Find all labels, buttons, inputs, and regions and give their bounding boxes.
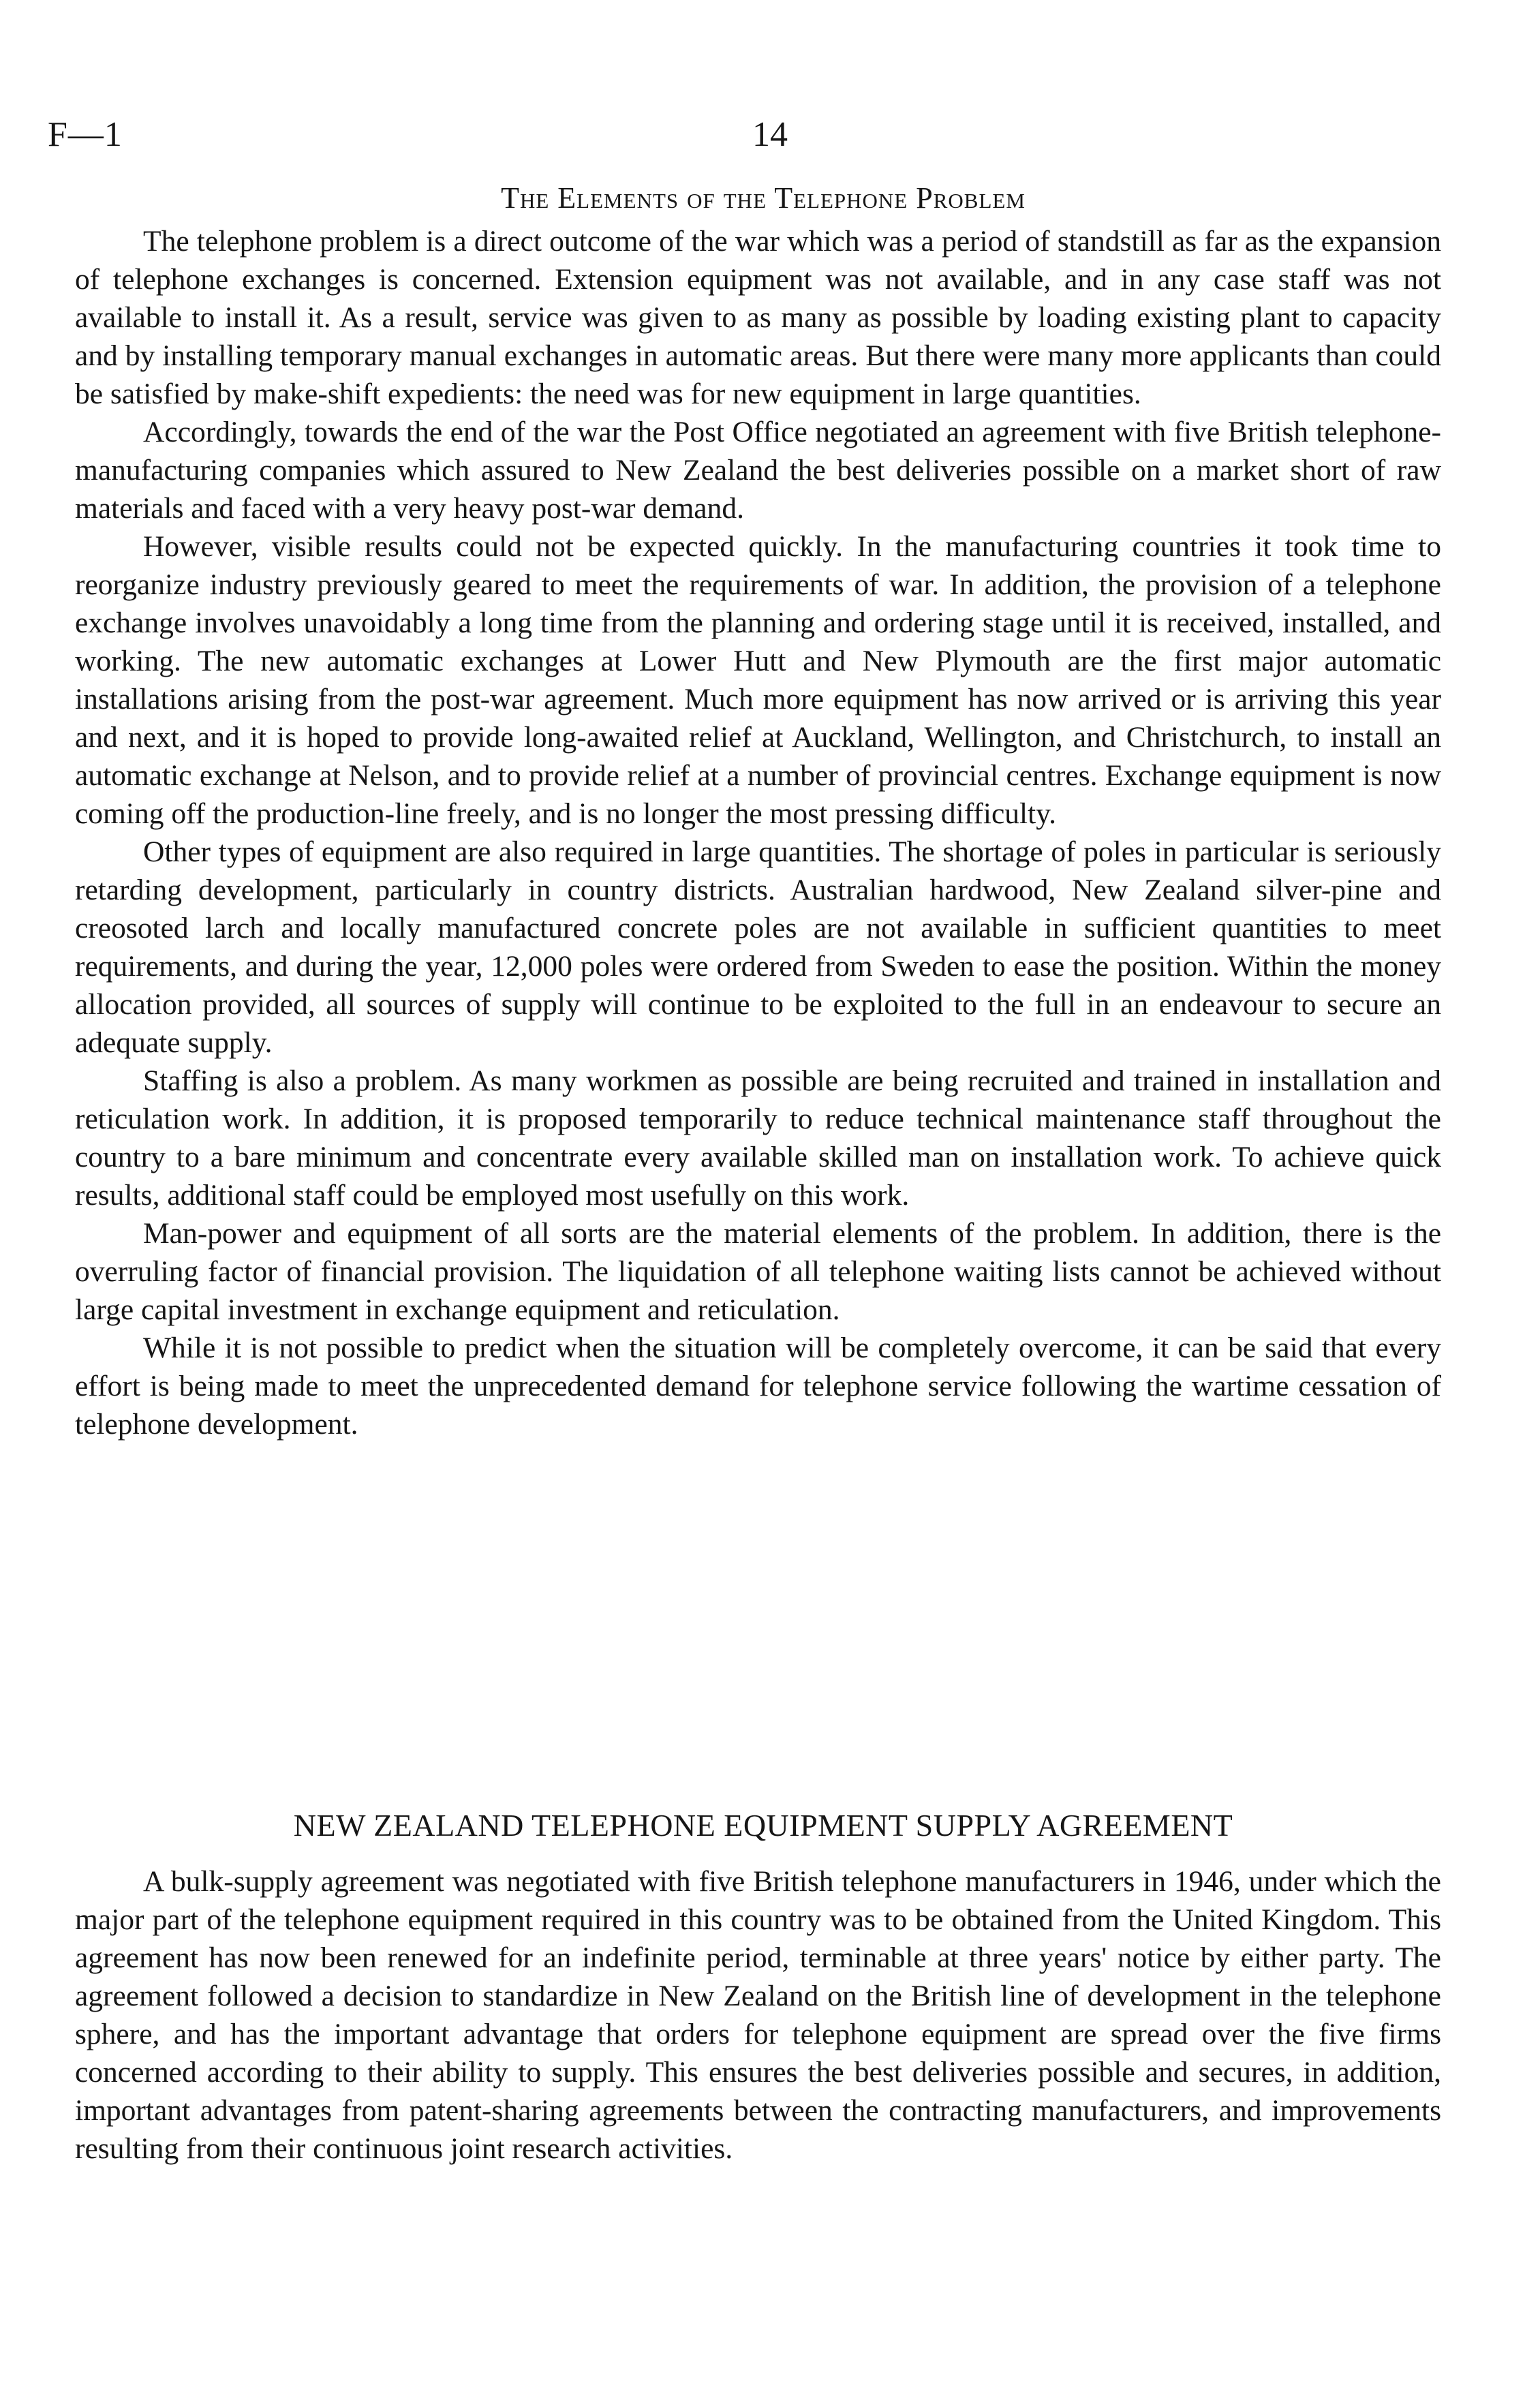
paragraph: A bulk-supply agreement was negotiated with five British telephone manufacturers in 1946, under which the major part of the telephone equipment required in this country was to be obtained from the United Kingdom. This agreement has now been renewed for an indefinite period, terminable at three years' notice by either party. The agreement followed a decision to standardize in New Zealand on the British line of development in the telephone sphere, and has the important advantage that orders for telephone equipment are spread over the five firms concerned according to their ability to supply. This ensures the best deliveries possible and secures, in addition, important advantages from patent-sharing agreements between the contracting manufacturers, and improvements resulting from their continuous joint research activities.	[75, 1865, 1441, 2165]
paragraph: Other types of equipment are also required in large quantities. The shortage of poles in particular is seriously retarding development, particularly in country districts. Australian hardwood, New Zealand silver-pine and creosoted larch and locally manufactured concrete poles are not available in sufficient quantities to meet requirements, and during the year, 12,000 poles were ordered from Sweden to ease the position. Within the money allocation provided, all sources of supply will continue to be exploited to the full in an endeavour to secure an adequate supply.	[75, 835, 1441, 1059]
document-code: F—1	[48, 115, 123, 154]
section-heading-telephone-problem: The Elements of the Telephone Problem	[501, 181, 1026, 215]
paragraph: While it is not possible to predict when the situation will be completely overcome, it can be said that every effort is being made to meet the unprecedented demand for telephone service following the wartime cessation of telephone development.	[75, 1332, 1441, 1441]
section-body-telephone-problem	[75, 222, 1441, 1443]
paragraph: Man-power and equipment of all sorts are the material elements of the problem. In addition, there is the overruling factor of financial provision. The liquidation of all telephone waiting lists cannot be achieved without large capital investment in exchange equipment and reticulation.	[75, 1217, 1441, 1326]
paragraph: Staffing is also a problem. As many workmen as possible are being recruited and trained in installation and reticulation work. In addition, it is proposed temporarily to reduce technical maintenance staff throughout the country to a bare minimum and concentrate every available skilled man on installation work. To achieve quick results, additional staff could be employed most usefully on this work.	[75, 1064, 1441, 1212]
section-body-supply-agreement	[75, 1862, 1441, 2168]
paragraph: Accordingly, towards the end of the war the Post Office negotiated an agreement with five British telephone-manufacturing companies which assured to New Zealand the best deliveries possible on a market short of raw materials and faced with a very heavy post-war demand.	[75, 416, 1441, 525]
section-heading-supply-agreement: NEW ZEALAND TELEPHONE EQUIPMENT SUPPLY AGREEMENT	[293, 1808, 1233, 1843]
paragraph: The telephone problem is a direct outcome of the war which was a period of standstill as far as the expansion of telephone exchanges is concerned. Extension equipment was not available, and in any case staff was not available to install it. As a result, service was given to as many as possible by loading existing plant to capacity and by installing temporary manual exchanges in automatic areas. But there were many more applicants than could be satisfied by make-shift expedients: the need was for new equipment in large quantities.	[75, 225, 1441, 410]
paragraph: However, visible results could not be expected quickly. In the manufacturing countries it took time to reorganize industry previously geared to meet the requirements of war. In addition, the provision of a telephone exchange involves unavoidably a long time from the planning and ordering stage until it is received, installed, and working. The new automatic exchanges at Lower Hutt and New Plymouth are the first major automatic installations arising from the post-war agreement. Much more equipment has now arrived or is arriving this year and next, and it is hoped to provide long-awaited relief at Auckland, Wellington, and Christchurch, to install an automatic exchange at Nelson, and to provide relief at a number of provincial centres. Exchange equipment is now coming off the production-line freely, and is no longer the most pressing difficulty.	[75, 530, 1441, 830]
page-number: 14	[752, 115, 788, 154]
